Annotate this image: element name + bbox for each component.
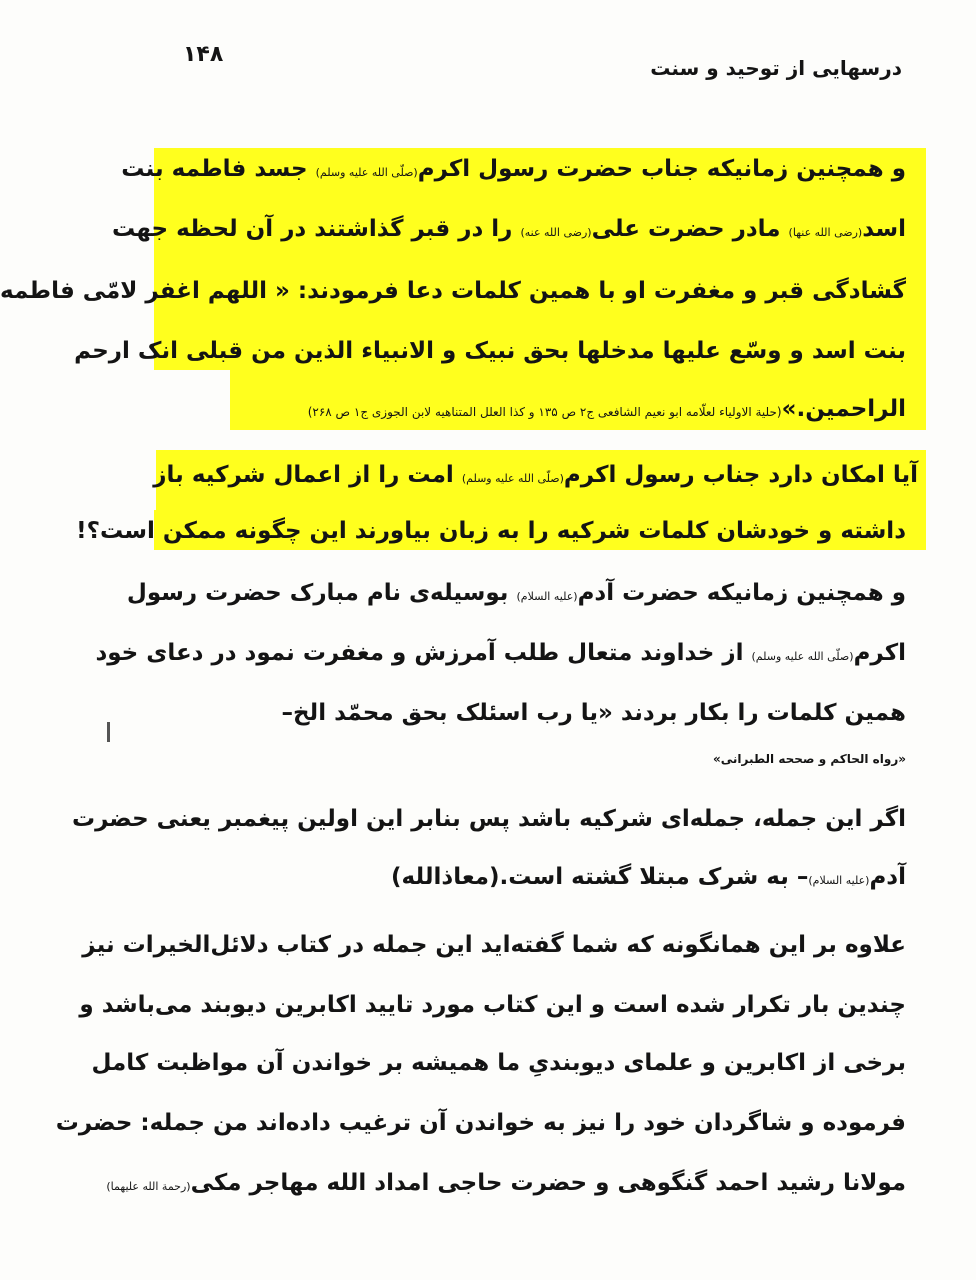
p3-line-2 [95,640,906,666]
citation: (حلیة الاولیاء لعلّامه ابو نعیم الشافعی ج۲ ص ۱۳۵ و کذا العلل المتناهیه لابن الجوزی ج۱ ص ۲۶۸) [307,405,782,419]
p5-line-5-text: مولانا رشید احمد گنگوهی و حضرت حاجی امداد الله مهاجر مکی [190,1170,906,1196]
p1-line-3: گشادگی قبر و مغفرت او با همین کلمات دعا فرمودند: « اللهم اغفر لامّی فاطمه [0,278,906,304]
p3-line-1 [126,580,906,606]
margin-mark [107,722,110,742]
p1-line-2-text-end: را در قبر گذاشتند در آن لحظه جهت [111,216,521,242]
p3-line-2-text-end: از خداوند متعال طلب آمرزش و مغفرت نمود در دعای خود [95,640,752,666]
p1-line-1 [121,156,906,182]
page-number: ۱۴۸ [183,42,224,67]
p2-line-1-text: آیا امکان دارد جناب رسول اکرم [563,462,918,488]
honorific: (علیه السلام) [808,874,870,887]
honorific: (رحمة الله علیهما) [106,1180,191,1193]
p1-line-1-text-end: جسد فاطمه بنت [121,156,316,182]
p2-line-1 [153,462,918,488]
p5-line-2: چندین بار تکرار شده است و این کتاب مورد تایید اکابرین دیوبند می‌باشد و [79,992,906,1018]
honorific: (صلّی الله علیه وسلم) [461,472,564,485]
honorific: (رضی الله عنه) [520,226,592,239]
p1-line-4: بنت اسد و وسّع علیها مدخلها بحق نبیک و الانبیاء الذین من قبلی انک ارحم [74,338,906,364]
p3-note: «رواه الحاکم و صححه الطبرانی» [712,752,906,766]
running-header: درسهایی از توحید و سنت [650,56,902,80]
p3-line-2-text: اکرم [853,640,906,666]
p1-line-2-text-mid: مادر حضرت علی [591,216,789,242]
p5-line-4: فرموده و شاگردان خود را نیز به خواندن آن ترغیب داده‌اند من جمله: حضرت [55,1110,906,1136]
p3-line-3: همین کلمات را بکار بردند «یا رب اسئلک بحق محمّد الخ– [281,700,906,726]
p5-line-1: علاوه بر این همانگونه که شما گفته‌اید این جمله در کتاب دلائل‌الخیرات نیز [82,932,906,958]
p1-line-2 [111,216,906,242]
p1-line-5-text: الراحمین.» [781,396,906,422]
p5-line-5 [106,1170,906,1196]
p3-line-1-text: و همچنین زمانیکه حضرت آدم [577,580,906,606]
p3-line-1-text-end: بوسیله‌ی نام مبارک حضرت رسول [126,580,517,606]
honorific: (صلّی الله علیه وسلم) [315,166,418,179]
p4-line-2 [170,864,906,890]
p2-line-2: داشته و خودشان کلمات شرکیه را به زبان بیاورند این چگونه ممکن است؟! [76,518,906,544]
p4-line-1: اگر این جمله، جمله‌ای شرکیه باشد پس بنابر این اولین پیغمبر یعنی حضرت [72,806,906,832]
honorific: (رضی الله عنها) [788,226,863,239]
p1-line-2-text: اسد [862,216,906,242]
p2-line-1-text-end: امت را از اعمال شرکیه باز [153,462,462,488]
p1-line-1-text: و همچنین زمانیکه جناب حضرت رسول اکرم [417,156,906,182]
p5-line-3: برخی از اکابرین و علمای دیوبندیِ ما همیشه بر خواندن آن مواظبت کامل [91,1050,906,1076]
honorific: (علیه السلام) [516,590,578,603]
p4-line-2-text-end: – به شرک مبتلا گشته است.(معاذالله) [391,864,809,890]
honorific: (صلّی الله علیه وسلم) [751,650,854,663]
p4-line-2-text: آدم [869,864,906,890]
p1-line-5 [170,396,906,422]
